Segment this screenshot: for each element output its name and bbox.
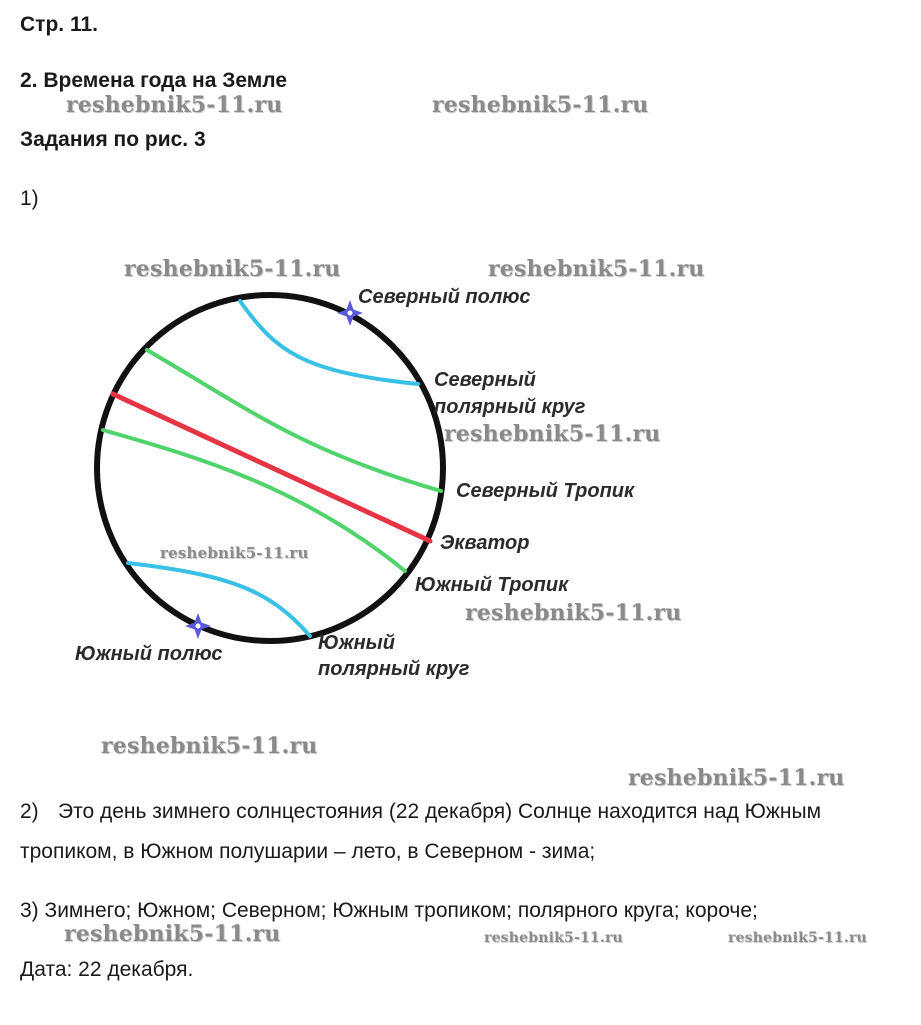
date-text: Дата: 22 декабря. xyxy=(20,958,194,981)
south-pole-marker-icon xyxy=(185,613,211,639)
page-reference: Стр. 11. xyxy=(20,13,98,36)
watermark: reshebnik5-11.ru xyxy=(160,544,309,562)
watermark: reshebnik5-11.ru xyxy=(66,92,283,118)
watermark: reshebnik5-11.ru xyxy=(728,930,867,946)
tropic-of-capricorn-label: Южный Тропик xyxy=(415,574,569,596)
equator-line xyxy=(113,394,430,541)
north-pole-label: Северный полюс xyxy=(358,286,531,308)
section-title: 2. Времена года на Земле xyxy=(20,69,288,92)
watermark: reshebnik5-11.ru xyxy=(64,921,281,947)
watermark: reshebnik5-11.ru xyxy=(444,421,661,447)
tropic-of-cancer-line xyxy=(147,350,441,491)
antarctic-circle-label-line2: полярный круг xyxy=(318,658,470,680)
watermark: reshebnik5-11.ru xyxy=(465,600,682,626)
watermark: reshebnik5-11.ru xyxy=(101,733,318,759)
equator-label: Экватор xyxy=(440,532,530,554)
arctic-circle-label-line2: полярный круг xyxy=(434,396,586,418)
watermark: reshebnik5-11.ru xyxy=(488,256,705,282)
arctic-circle-label-line1: Северный xyxy=(434,369,536,391)
task-3-text: 3) Зимнего; Южном; Северном; Южным тропиком; полярного круга; короче; xyxy=(20,899,758,922)
task-2-text-line2: тропиком, в Южном полушарии – лето, в Северном - зима; xyxy=(20,840,596,863)
watermark: reshebnik5-11.ru xyxy=(484,930,623,946)
antarctic-circle-label-line1: Южный xyxy=(318,632,395,654)
watermark: reshebnik5-11.ru xyxy=(432,92,649,118)
watermark: reshebnik5-11.ru xyxy=(628,765,845,791)
task-title: Задания по рис. 3 xyxy=(20,128,206,151)
watermark: reshebnik5-11.ru xyxy=(124,256,341,282)
tropic-of-cancer-label: Северный Тропик xyxy=(456,480,635,502)
task-2-number: 2) xyxy=(20,800,39,823)
task-2-text-line1: Это день зимнего солнцестояния (22 декабря) Солнце находится над Южным xyxy=(58,800,822,823)
task-1-label: 1) xyxy=(20,187,39,210)
south-pole-label: Южный полюс xyxy=(75,643,223,665)
